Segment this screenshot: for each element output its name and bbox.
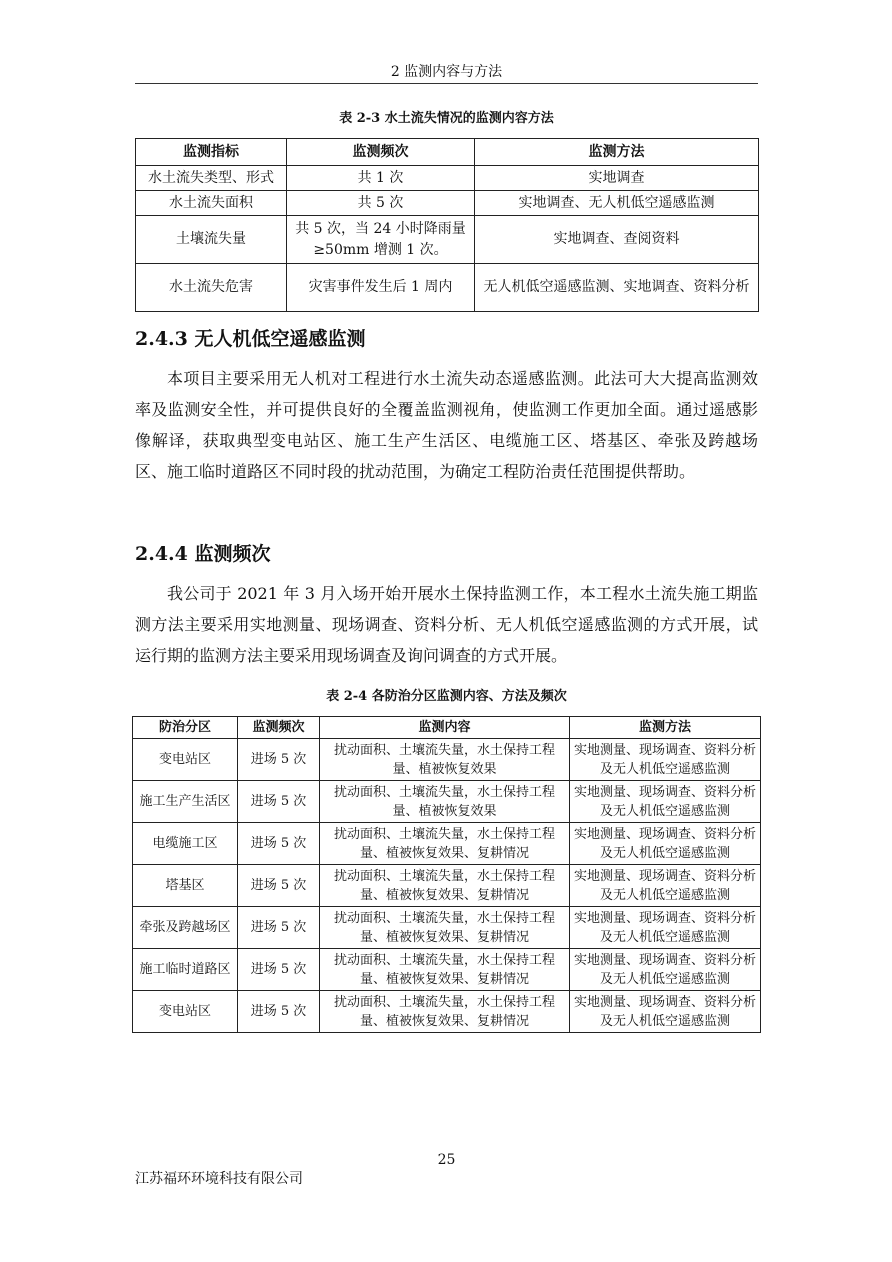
section-heading-2-4-4: 2.4.4 监测频次 bbox=[135, 543, 271, 565]
table-cell: 塔基区 bbox=[133, 865, 238, 907]
table-cell: 实地测量、现场调查、资料分析及无人机低空遥感监测 bbox=[570, 865, 761, 907]
table-cell: 实地调查 bbox=[475, 166, 759, 191]
section-heading-2-4-3: 2.4.3 无人机低空遥感监测 bbox=[135, 328, 366, 350]
table-row bbox=[136, 216, 759, 264]
table-cell: 土壤流失量 bbox=[136, 216, 287, 264]
table-cell: 水土流失危害 bbox=[136, 264, 287, 312]
table-cell: 无人机低空遥感监测、实地调查、资料分析 bbox=[475, 264, 759, 312]
table-header-cell: 监测方法 bbox=[570, 717, 761, 739]
table-cell: 进场 5 次 bbox=[238, 739, 320, 781]
page-number: 25 bbox=[437, 1152, 456, 1168]
table-cell: 扰动面积、土壤流失量，水土保持工程量、植被恢复效果 bbox=[320, 781, 570, 823]
table-row bbox=[133, 907, 761, 949]
table-cell: 进场 5 次 bbox=[238, 865, 320, 907]
table-cell: 扰动面积、土壤流失量，水土保持工程量、植被恢复效果、复耕情况 bbox=[320, 865, 570, 907]
table-cell: 实地测量、现场调查、资料分析及无人机低空遥感监测 bbox=[570, 781, 761, 823]
table-cell: 变电站区 bbox=[133, 739, 238, 781]
table-cell: 共 5 次 bbox=[287, 191, 475, 216]
table-cell: 实地测量、现场调查、资料分析及无人机低空遥感监测 bbox=[570, 823, 761, 865]
table-cell: 共 5 次，当 24 小时降雨量≥50mm 增测 1 次。 bbox=[287, 216, 475, 264]
table-row bbox=[136, 264, 759, 312]
table-cell: 水土流失类型、形式 bbox=[136, 166, 287, 191]
footer-company: 江苏福环环境科技有限公司 bbox=[135, 1171, 303, 1187]
table-row bbox=[133, 991, 761, 1033]
table-cell: 实地测量、现场调查、资料分析及无人机低空遥感监测 bbox=[570, 949, 761, 991]
table-header-cell: 监测指标 bbox=[136, 139, 287, 166]
table-2-4 bbox=[132, 716, 761, 1033]
table-cell: 进场 5 次 bbox=[238, 907, 320, 949]
table-cell: 变电站区 bbox=[133, 991, 238, 1033]
running-header: 2 监测内容与方法 bbox=[135, 62, 758, 84]
table-cell: 实地测量、现场调查、资料分析及无人机低空遥感监测 bbox=[570, 991, 761, 1033]
table-cell: 扰动面积、土壤流失量，水土保持工程量、植被恢复效果、复耕情况 bbox=[320, 907, 570, 949]
table-cell: 扰动面积、土壤流失量，水土保持工程量、植被恢复效果 bbox=[320, 739, 570, 781]
table-header-cell: 监测内容 bbox=[320, 717, 570, 739]
table-cell: 实地调查、无人机低空遥感监测 bbox=[475, 191, 759, 216]
body-paragraph: 本项目主要采用无人机对工程进行水土流失动态遥感监测。此法可大大提高监测效率及监测安全性，并可提供良好的全覆盖监测视角，使监测工作更加全面。通过遥感影像解译，获取典型变电站区、施工生产生活区、电缆施工区、塔基区、牵张及跨越场区、施工临时道路区不同时段的扰动范围，为确定工程防治责任范围提供帮助。 bbox=[135, 369, 758, 481]
table-cell: 灾害事件发生后 1 周内 bbox=[287, 264, 475, 312]
table-cell: 水土流失面积 bbox=[136, 191, 287, 216]
table-cell: 进场 5 次 bbox=[238, 949, 320, 991]
table-header-cell: 监测频次 bbox=[238, 717, 320, 739]
table-cell: 实地调查、查阅资料 bbox=[475, 216, 759, 264]
table-row bbox=[136, 191, 759, 216]
table-row bbox=[133, 865, 761, 907]
table-cell: 进场 5 次 bbox=[238, 991, 320, 1033]
table-2-4-caption: 表 2-4 各防治分区监测内容、方法及频次 bbox=[326, 689, 567, 704]
table-row bbox=[133, 823, 761, 865]
table-2-3-caption: 表 2-3 水土流失情况的监测内容方法 bbox=[339, 111, 554, 126]
table-cell: 扰动面积、土壤流失量，水土保持工程量、植被恢复效果、复耕情况 bbox=[320, 823, 570, 865]
table-cell: 共 1 次 bbox=[287, 166, 475, 191]
table-row bbox=[136, 166, 759, 191]
table-row bbox=[133, 739, 761, 781]
table-cell: 实地测量、现场调查、资料分析及无人机低空遥感监测 bbox=[570, 739, 761, 781]
table-cell: 牵张及跨越场区 bbox=[133, 907, 238, 949]
table-cell: 进场 5 次 bbox=[238, 781, 320, 823]
table-cell: 电缆施工区 bbox=[133, 823, 238, 865]
body-paragraph: 我公司于 2021 年 3 月入场开始开展水土保持监测工作，本工程水土流失施工期监测方法主要采用实地测量、现场调查、资料分析、无人机低空遥感监测的方式开展，试运行期的监测方法主要采用现场调查及询问调查的方式开展。 bbox=[135, 584, 758, 665]
table-cell: 实地测量、现场调查、资料分析及无人机低空遥感监测 bbox=[570, 907, 761, 949]
table-cell: 进场 5 次 bbox=[238, 823, 320, 865]
table-cell: 施工临时道路区 bbox=[133, 949, 238, 991]
table-cell: 施工生产生活区 bbox=[133, 781, 238, 823]
table-header-cell: 监测频次 bbox=[287, 139, 475, 166]
table-header-cell: 防治分区 bbox=[133, 717, 238, 739]
table-2-3 bbox=[135, 138, 759, 312]
table-row bbox=[133, 949, 761, 991]
table-cell: 扰动面积、土壤流失量，水土保持工程量、植被恢复效果、复耕情况 bbox=[320, 949, 570, 991]
table-row bbox=[133, 781, 761, 823]
table-header-cell: 监测方法 bbox=[475, 139, 759, 166]
table-cell: 扰动面积、土壤流失量，水土保持工程量、植被恢复效果、复耕情况 bbox=[320, 991, 570, 1033]
